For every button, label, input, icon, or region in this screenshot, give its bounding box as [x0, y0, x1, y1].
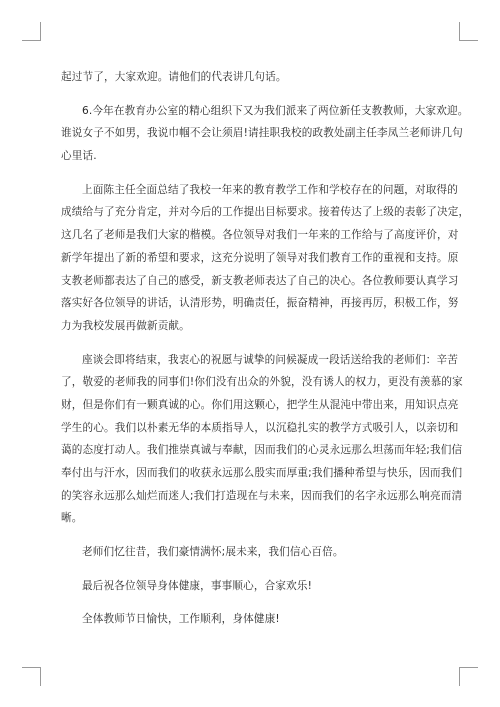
- text-line: 新学年提出了新的希望和要求，这充分说明了领导对我们教育工作的重视和支持。原: [61, 251, 459, 264]
- document-body: [61, 66, 470, 631]
- text-line: 成绩给与了充分肯定，并对今后的工作提出目标要求。接着传达了上级的表彰了决定，: [61, 206, 470, 219]
- text-line: 学生的心。我们以朴素无华的本质指导人，以沉稳扎实的教学方式吸引人，以亲切和: [61, 421, 459, 434]
- text-line: 财，但是你们有一颗真诚的心。你们用这颗心，把学生从混沌中带出来，用知识点亮: [61, 398, 459, 411]
- text-line: 落实好各位领导的讲话，认清形势，明确责任，振奋精神，再接再厉，积极工作，努: [61, 297, 459, 310]
- text-line: 了，敬爱的老师我的同事们!你们没有出众的外貌，没有诱人的权力，更没有羡慕的家: [61, 376, 463, 389]
- text-line: 力为我校发展再做新贡献。: [61, 319, 190, 332]
- text-line: 谁说女子不如男，我说巾帼不会让须眉!请挂职我校的政教处副主任李凤兰老师讲几句: [61, 127, 463, 140]
- text-line: 上面陈主任全面总结了我校一年来的教育教学工作和学校存在的问题，对取得的: [82, 183, 459, 196]
- text-line: 最后祝各位领导身体健康，事事顺心，合家欢乐!: [82, 579, 313, 592]
- text-line: 蔼的态度打动人。我们推崇真诚与奉献，因而我们的心灵永远那么坦荡而年轻;我们信: [61, 444, 463, 457]
- crop-mark-top-left: [22, 22, 41, 41]
- text-line: 全体教师节日愉快，工作顺利，身体健康!: [82, 613, 280, 626]
- crop-mark-top-right: [459, 22, 478, 41]
- crop-mark-bottom-left: [22, 667, 41, 686]
- text-line: 这几名了老师是我们大家的楷模。各位领导对我们一年来的工作给与了高度评价，对: [61, 229, 459, 242]
- text-line: 起过节了，大家欢迎。请他们的代表讲几句话。: [61, 71, 287, 83]
- text-line: 奉付出与汗水，因而我们的收获永远那么殷实而厚重;我们播种希望与快乐，因而我们: [61, 467, 463, 479]
- text-line: 晰。: [61, 512, 83, 525]
- text-line: 的笑容永远那么灿烂而迷人;我们打造现在与未来，因而我们的名字永远那么响亮而清: [61, 489, 463, 502]
- text-line: 座谈会即将结束，我衷心的祝愿与诚挚的问候凝成一段话送给我的老师们：辛苦: [82, 353, 459, 366]
- text-line: 支教老师都表达了自己的感受，新支教老师表达了自己的决心。各位教师要认真学习: [61, 274, 459, 287]
- crop-mark-bottom-right: [459, 667, 478, 686]
- text-line: 6.今年在教育办公室的精心组织下又为我们派来了两位新任支教教师，大家欢迎。: [82, 104, 469, 117]
- text-line: 老师们忆往昔，我们豪情满怀;展未来，我们信心百倍。: [82, 546, 344, 559]
- text-line: 心里话.: [61, 150, 97, 163]
